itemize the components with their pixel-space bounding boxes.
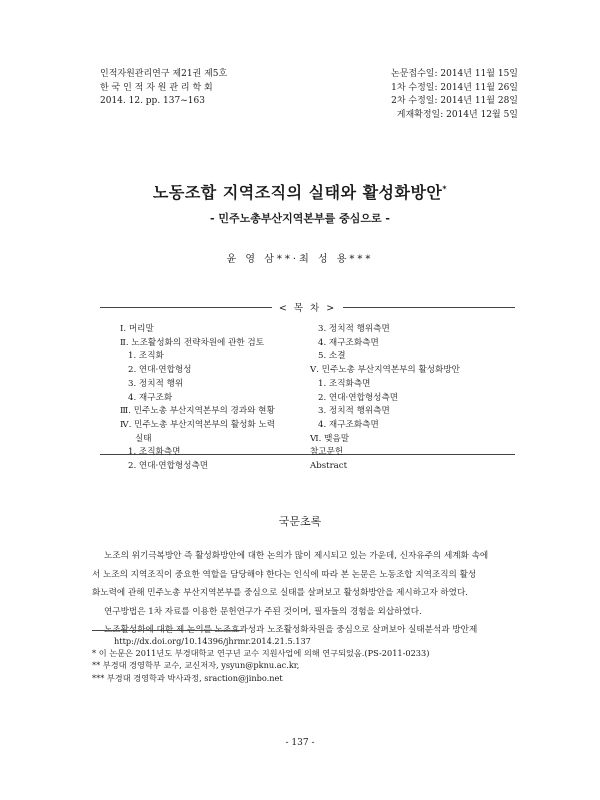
paper-subtitle: - 민주노총부산지역본부를 중심으로 - [209,212,390,225]
submission-dates [391,68,518,122]
toc-item: 1. 조직화측면 [318,378,371,389]
abstract-line: 서 노조의 지역조직이 중요한 역할을 담당해야 한다는 인식에 따라 본 논문은 노동조합 지역조직의 활성 [92,569,477,580]
toc-item: Ⅳ. 민주노총 부산지역본부의 활성화 노력 [120,419,276,430]
toc-item: Ⅵ. 맺음말 [310,433,350,444]
abstract-line: 연구방법은 1차 자료를 이용한 문헌연구가 주된 것이며, 필자들의 경험을 외삽하였다. [104,606,422,617]
toc-item: 1. 조직화측면 [128,447,181,458]
society-name: 한 국 인 적 자 원 관 리 학 회 [100,82,213,93]
abstract-body [92,547,512,640]
footnotes [92,635,429,684]
footnote: *** 부경대 경영학과 박사과정, sraction@jinbo.net [92,672,283,683]
toc-item: Ⅲ. 민주노총 부산지역본부의 경과와 현황 [120,406,275,417]
footnote: ** 부경대 경영학부 교수, 교신저자, ysyun@pknu.ac.kr, [92,660,300,671]
date-accepted: 게재확정일: 2014년 12월 5일 [396,109,518,120]
date-received: 논문접수일: 2014년 11월 15일 [391,69,518,79]
journal-name: 인적자원관리연구 제21권 제5호 [100,69,228,79]
toc-right-column [310,323,515,474]
toc-item: 3. 정치적 행위측면 [318,324,390,334]
toc-item: Ⅴ. 민주노총 부산지역본부의 활성화방안 [310,365,460,376]
toc-item: Ⅱ. 노조활성화의 전략차원에 관한 검토 [120,337,265,348]
abstract-line: 노조의 위기극복방안 즉 활성화방안에 대한 논의가 많이 제시되고 있는 가운데, 신자유주의 세계화 속에 [104,551,489,561]
doi-link[interactable]: http://dx.doi.org/10.14396/jhrmr.2014.21.5.137 [114,636,311,646]
toc-item: 2. 연대·연합형성측면 [318,392,399,403]
toc-item: 2. 연대·연합형성 [128,365,192,376]
toc-item: Ⅰ. 머리말 [120,324,154,334]
abstract-title: 국문초록 [278,515,322,528]
toc-item: 참고문헌 [310,447,344,458]
issue-pages: 2014. 12. pp. 137~163 [100,96,205,106]
footnote-rule [92,630,242,631]
toc-left-column [120,323,320,474]
abstract-line: 화노력에 관해 민주노총 부산지역본부를 중심으로 실태를 살펴보고 활성화방안을 제시하고자 하였다. [92,588,468,599]
title-footnote-mark: * [442,184,448,194]
footnote: * 이 논문은 2011년도 부경대학교 연구년 교수 지원사업에 의해 연구되었음.(PS-2011-0233) [92,648,430,659]
toc-item: 4. 재구조화 [128,392,173,403]
toc-item: 4. 재구조화측면 [318,337,379,348]
authors: 윤 영 삼**·최 성 용*** [226,254,374,265]
date-revised-2: 2차 수정일: 2014년 11월 28일 [391,96,518,106]
paper-title-text: 노동조합 지역조직의 실태와 활성화방안 [152,183,443,202]
toc-item: 3. 정치적 행위 [128,378,184,389]
table-of-contents [100,303,515,472]
toc-item: 실태 [135,433,152,444]
paper-title [0,180,600,203]
toc-item: 5. 소결 [318,351,346,362]
date-revised-1: 1차 수정일: 2014년 11월 26일 [391,82,518,93]
toc-item: 4. 재구조화측면 [318,419,379,430]
toc-item: 3. 정치적 행위측면 [318,406,390,417]
page-number: - 137 - [285,738,315,748]
abstract-line: 노조활성화에 대한 제 논의를 노조효과성과 노조활성화차원을 중심으로 살펴보아 실태분석과 방안제 [104,625,478,636]
toc-item: Abstract [310,461,348,472]
journal-header [100,68,227,109]
toc-item: 2. 연대·연합형성측면 [128,461,209,472]
toc-heading: < 목 차 > [278,303,337,314]
toc-item: 1. 조직화 [128,351,164,362]
